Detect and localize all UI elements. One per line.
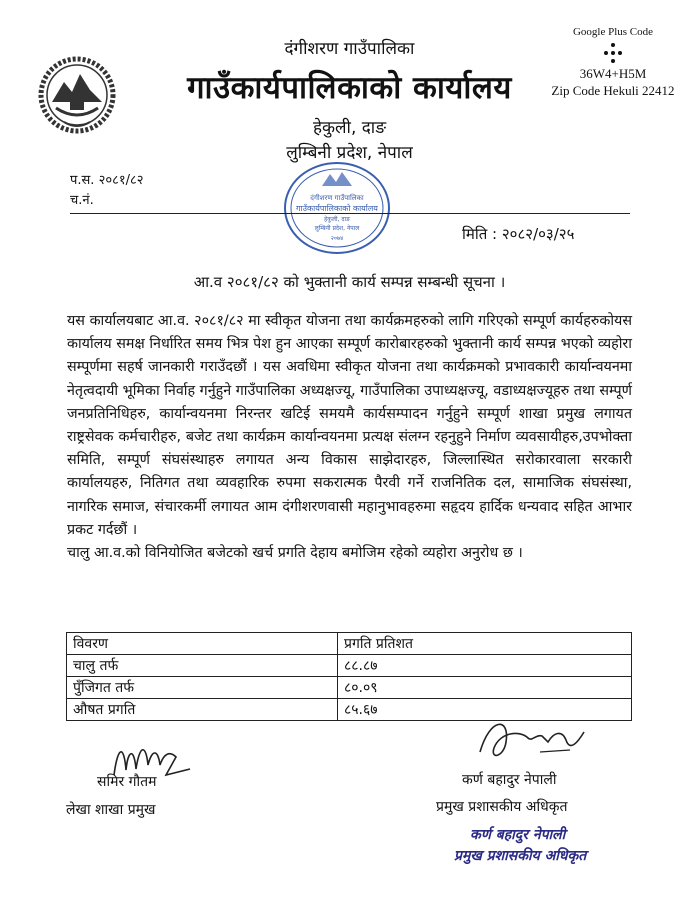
stamp-line-4: लुम्बिनी प्रदेश, नेपाल <box>314 225 360 232</box>
stamp-line-3: हेकुली, दाङ <box>324 216 350 223</box>
signatory-right-role: प्रमुख प्रशासकीय अधिकृत <box>436 799 568 815</box>
table-cell: औषत प्रगति <box>67 699 338 721</box>
table-cell: पुँजिगत तर्फ <box>67 677 338 699</box>
header-divider <box>70 213 630 214</box>
signatory-left-name: समिर गौतम <box>97 774 157 790</box>
column-header: विवरण <box>67 633 338 655</box>
table-row <box>67 677 632 699</box>
signature-right-icon <box>470 712 590 770</box>
table-cell: ८०.०९ <box>338 677 632 699</box>
plus-code-label: Google Plus Code <box>572 26 654 38</box>
stamp-year: २०७४ <box>330 235 344 242</box>
letter-date: मिति : २०८२/०३/२५ <box>462 225 575 243</box>
municipality-name: दंगीशरण गाउँपालिका <box>284 39 415 59</box>
stamp-line-1: दंगीशरण गाउँपालिका <box>310 194 364 202</box>
table-cell: ८८.८७ <box>338 655 632 677</box>
body-paragraph-2: चालु आ.व.को विनियोजित बजेटको खर्च प्रगति देहाय बमोजिम रहेको व्यहोरा अनुरोध छ । <box>67 545 523 562</box>
table-cell: चालु तर्फ <box>67 655 338 677</box>
address-line-1: हेकुली, दाङ <box>312 118 387 138</box>
plus-code-value: 36W4+H5M <box>579 66 647 81</box>
designation-seal: प्रमुख प्रशासकीय अधिकृत <box>454 848 587 864</box>
name-seal: कर्ण बहादुर नेपाली <box>470 827 566 843</box>
office-title: गाउँकार्यपालिकाको कार्यालय <box>187 70 512 106</box>
plus-code-icon <box>603 42 623 64</box>
office-stamp-icon <box>282 160 392 256</box>
signatory-right-name: कर्ण बहादुर नेपाली <box>462 772 557 788</box>
reference-number: प.स. २०८१/८२ <box>70 173 144 188</box>
dispatch-number: च.नं. <box>70 193 94 208</box>
zip-code: Zip Code Hekuli 22412 <box>551 83 675 98</box>
letter-body <box>67 310 632 565</box>
stamp-line-2: गाउँकार्यपालिकाको कार्यालय <box>296 204 378 213</box>
progress-table <box>66 632 632 721</box>
table-row <box>67 655 632 677</box>
column-header: प्रगति प्रतिशत <box>338 633 632 655</box>
letter-subject: आ.व २०८१/८२ को भुक्तानी कार्य सम्पन्न सम्बन्धी सूचना । <box>193 273 506 291</box>
table-header-row <box>67 633 632 655</box>
body-paragraph-1: यस कार्यालयबाट आ.व. २०८१/८२ मा स्वीकृत योजना तथा कार्यक्रमहरुको लागि गरिएको सम्पूर्ण कार्यहरुकोयस कार्यालय समक्ष निर्धारित समय भित्र पेश हुन आएका सम्पूर्ण कारोबारहरुको भुक्तानी कार्य सम्पन्न भएको व्यहोरा सम्पूर्णमा सहर्ष जानकारी गराउँदछौं । यस अवधिमा स्वीकृत योजना तथा कार्यक्रमको प्रभावकारी कार्यान्वयनमा नेतृत्वदायी भूमिका निर्वाह गर्नुहुने गाउँपालिका अध्यक्षज्यू, गाउँपालिका उपाध्यक्षज्यू, वडाध्यक्षज्यूहरु तथा सम्पूर्ण जनप्रतिनिधिहरु, कार्यान्वयनमा निरन्तर खटिई समयमै कार्यसम्पादन गर्नुहुने सम्पूर्ण शाखा प्रमुख लगायत राष्ट्रसेवक कर्मचारीहरु, बजेट तथा कार्यक्रम कार्यान्वयनमा प्रत्यक्ष संलग्न रहनुहुने निर्माण व्यवसायीहरु,उपभोक्ता समिति, सम्पूर्ण संघसंस्थाहरु लगायत अन्य विकास साझेदारहरु, जिल्लास्थित सरोकारवाला सरकारी कार्यालयहरु, नितिगत तथा व्यवहारिक रुपमा सकरात्मक पैरवी गर्ने राजनितिक दल, सामाजिक संघसंस्था, नागरिक समाज, संचारकर्मी लगायत आम दंगीशरणवासी महानुभावहरुमा सहृदय हार्दिक धन्यवाद सहित आभार प्रकट गर्दछौं । <box>67 313 632 538</box>
signatory-left-role: लेखा शाखा प्रमुख <box>66 802 156 818</box>
table-cell: ८५.६७ <box>338 699 632 721</box>
address-line-2: लुम्बिनी प्रदेश, नेपाल <box>286 143 413 163</box>
